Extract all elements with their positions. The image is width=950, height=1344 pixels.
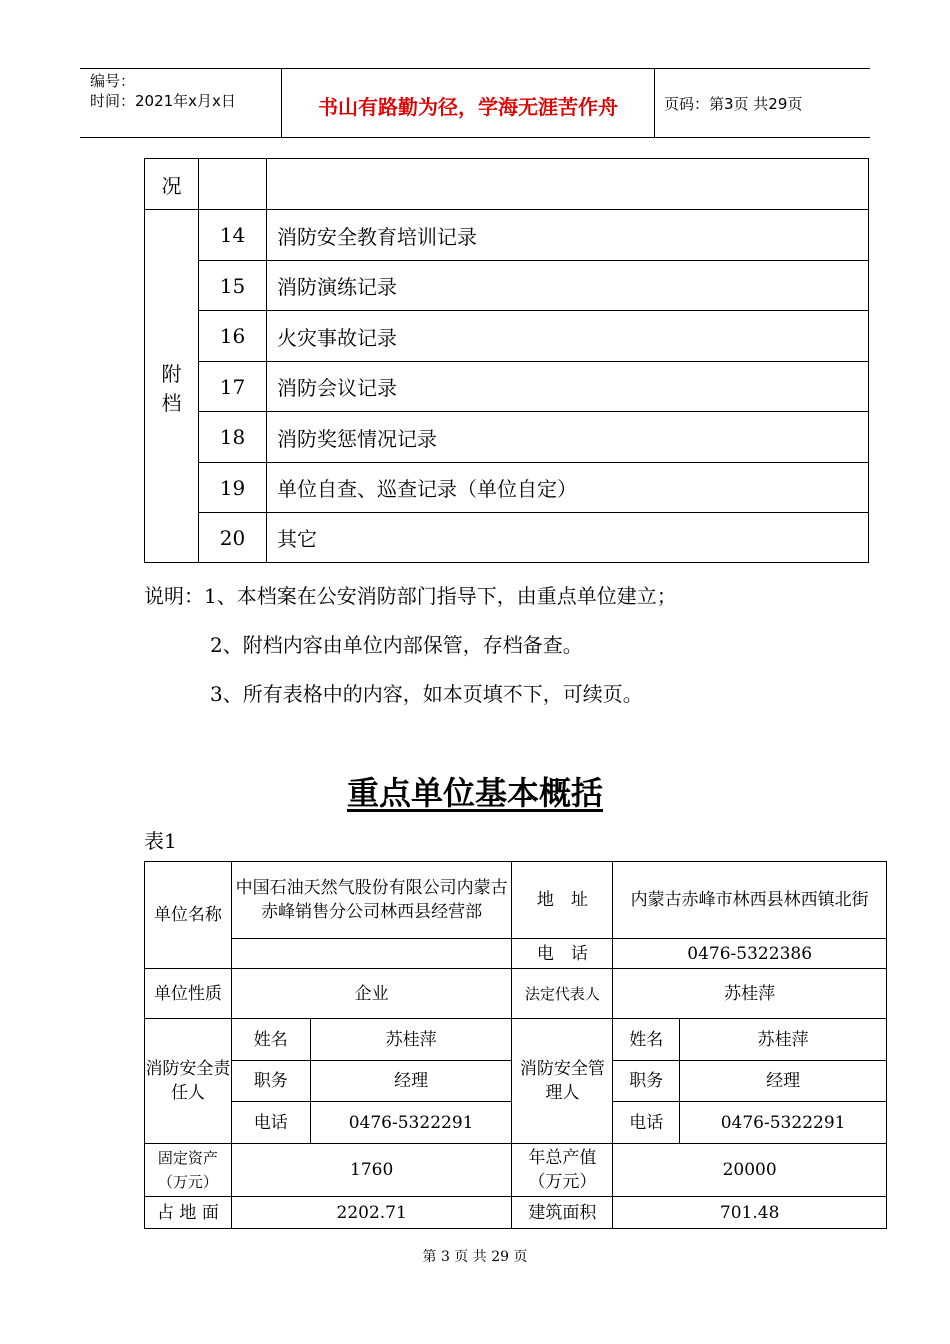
table-row [145,969,887,1019]
nature-label: 单位性质 [145,969,232,1019]
responsible-label: 消防安全责任人 [145,1019,232,1144]
row-number: 16 [199,311,267,362]
manager-position: 经理 [680,1061,887,1102]
header-page-info: 页码：第3页 共29页 [664,95,803,113]
table-row [145,1019,887,1061]
table-row [145,311,869,362]
header-motto: 书山有路勤为径，学海无涯苦作舟 [318,95,618,119]
annual-output: 20000 [613,1144,887,1197]
side-label-cell: 况 [145,159,199,210]
responsible-tel: 0476-5322291 [310,1102,512,1144]
doc-number-label: 编号： [90,72,136,90]
address: 内蒙古赤峰市林西县林西镇北街 [613,862,887,939]
doc-date: 时间：2021年x月x日 [90,92,236,110]
tel-label: 电话 [613,1102,680,1144]
tel-label: 电话 [231,1102,310,1144]
fixed-assets: 1760 [231,1144,512,1197]
appendix-side-label [145,210,199,563]
position-label: 职务 [231,1061,310,1102]
land-area-label: 占 地 面 [145,1197,232,1229]
side-label-bottom: 档 [161,391,182,415]
manager-label: 消防安全管理人 [512,1019,613,1144]
manager-tel: 0476-5322291 [680,1102,887,1144]
basic-info-table [144,861,887,1229]
responsible-position: 经理 [310,1061,512,1102]
row-number: 19 [199,463,267,513]
position-label: 职务 [613,1061,680,1102]
header-divider [654,69,655,137]
table-row [145,939,887,969]
table-row [145,463,869,513]
table-row [145,210,869,261]
manager-name: 苏桂萍 [680,1019,887,1061]
responsible-name: 苏桂萍 [310,1019,512,1061]
note-line: 说明：1、本档案在公安消防部门指导下，由重点单位建立； [144,584,677,608]
table-row [145,261,869,311]
nature: 企业 [231,969,512,1019]
table-row [145,1197,887,1229]
side-label-top: 附 [161,362,182,386]
phone-label: 电 话 [512,939,613,969]
row-number: 17 [199,362,267,412]
table-label: 表1 [144,829,177,853]
row-text: 消防演练记录 [267,261,869,311]
table-row [145,159,869,210]
table-row [145,862,887,939]
table-row [145,513,869,563]
building-area-label: 建筑面积 [512,1197,613,1229]
building-area: 701.48 [613,1197,887,1229]
row-text: 消防安全教育培训记录 [267,210,869,261]
annual-output-label: 年总产值（万元） [512,1144,613,1197]
row-text: 消防奖惩情况记录 [267,412,869,463]
unit-name-label: 单位名称 [145,862,232,969]
archive-table [144,158,869,563]
row-text: 消防会议记录 [267,362,869,412]
phone: 0476-5322386 [613,939,887,969]
note-line: 3、所有表格中的内容，如本页填不下，可续页。 [210,682,643,706]
note-line: 2、附档内容由单位内部保管，存档备查。 [210,633,583,657]
name-label: 姓名 [613,1019,680,1061]
row-text: 火灾事故记录 [267,311,869,362]
fixed-assets-label: 固定资产（万元） [145,1144,232,1197]
legal-rep-label: 法定代表人 [512,969,613,1019]
table-row [145,412,869,463]
name-label: 姓名 [231,1019,310,1061]
row-number: 20 [199,513,267,563]
page-header [80,68,870,138]
row-number: 14 [199,210,267,261]
section-title: 重点单位基本概括 [346,774,603,812]
land-area: 2202.71 [231,1197,512,1229]
address-label: 地 址 [512,862,613,939]
table-row [145,1144,887,1197]
row-text: 单位自查、巡查记录（单位自定） [267,463,869,513]
page-footer: 第 3 页 共 29 页 [422,1249,528,1265]
row-number: 15 [199,261,267,311]
unit-name: 中国石油天然气股份有限公司内蒙古赤峰销售分公司林西县经营部 [231,862,512,939]
notes [144,572,677,719]
row-number: 18 [199,412,267,463]
row-text: 其它 [267,513,869,563]
legal-rep: 苏桂萍 [613,969,887,1019]
header-meta [90,71,236,111]
table-row [145,362,869,412]
